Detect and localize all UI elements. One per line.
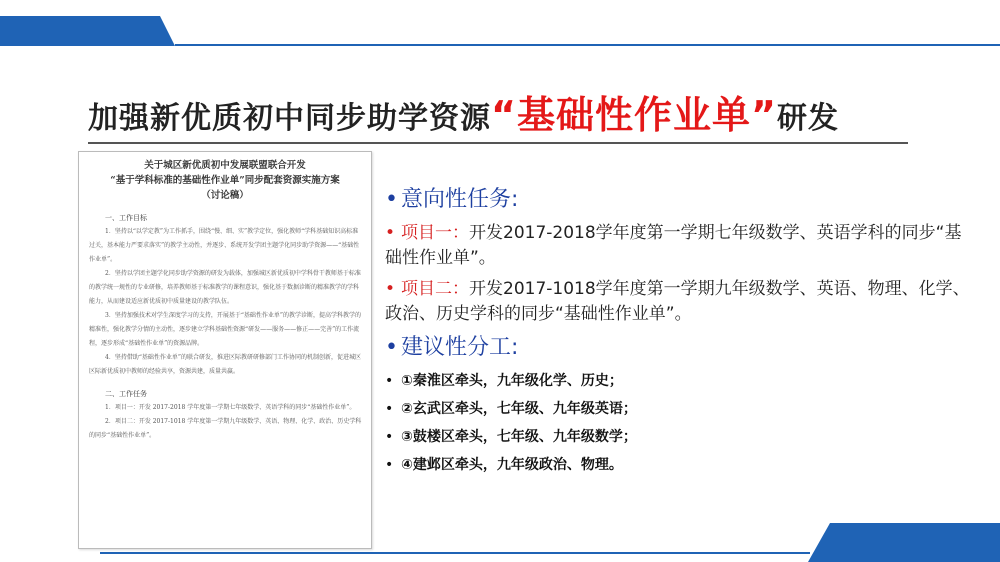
project-2-text: 开发2017-1018学年度第一学期九年级数学、英语、物理、化学、政治、历史学科的同步“基础性作业单”。 bbox=[385, 279, 970, 324]
doc-heading-line-1: 关于城区新优质初中发展联盟联合开发 bbox=[144, 160, 306, 171]
doc-heading bbox=[79, 158, 371, 203]
bottom-corner-band bbox=[808, 523, 1000, 562]
bullet: • bbox=[385, 457, 394, 473]
project-1-label: 项目一： bbox=[401, 223, 469, 243]
intent-heading bbox=[385, 185, 975, 215]
bullet: • bbox=[385, 187, 398, 212]
bullet: • bbox=[385, 401, 394, 417]
doc-paragraph: 1．项目一：开发 2017-2018 学年度第一学期七年级数学、英语学科的同步“基础性作业单”。 bbox=[105, 404, 356, 411]
doc-heading-line-2: “基于学科标准的基础性作业单”同步配套资源实施方案 bbox=[110, 175, 340, 186]
division-item bbox=[385, 455, 975, 475]
division-item-text: ④建邺区牵头，九年级政治、物理。 bbox=[401, 457, 623, 473]
doc-paragraph: 1．坚持以“以学定教”为工作抓手，围绕“慢、细、实”教学定位，强化教师“学科基础知识高标准过关，基本能力严要求落实”的教学主动性，并逐步、系统开发学团主题学化同步助学资源——“基础性作业单”。 bbox=[89, 228, 360, 263]
document-image bbox=[78, 151, 372, 549]
division-item bbox=[385, 371, 975, 391]
project-2 bbox=[385, 277, 975, 327]
doc-paragraph: 4．坚持借助“基础性作业单”的联合研发，推进区际教研研修部门工作协同的机制创新，促进城区区际新优质初中教师的经验共享，资源共建，质量共赢。 bbox=[89, 354, 361, 375]
top-corner-band bbox=[0, 16, 175, 46]
suggest-heading-text: 建议性分工: bbox=[401, 335, 519, 360]
intent-heading-text: 意向性任务: bbox=[401, 187, 519, 212]
title-suffix: 研发 bbox=[776, 101, 839, 136]
bullet: • bbox=[385, 335, 398, 360]
project-2-label: 项目二： bbox=[401, 279, 469, 299]
bottom-divider-line bbox=[100, 552, 810, 554]
bullet: • bbox=[385, 223, 396, 243]
title-highlight: “基础性作业单” bbox=[491, 93, 777, 137]
bullet: • bbox=[385, 373, 394, 389]
bullet: • bbox=[385, 429, 394, 445]
bullet: • bbox=[385, 279, 396, 299]
suggest-heading bbox=[385, 333, 975, 363]
doc-paragraph: 2．坚持以学团主题学化同步助学资源的研发为载体，加强城区新优质初中学科骨干教师基于标准的教学统一规性的专业研修，培养教师基于标准教学的课程意识，强化基于数据诊断的精准教学的学科能力，从而建设适应新优质初中质量建设的教学队伍。 bbox=[89, 270, 361, 305]
title-prefix: 加强新优质初中同步助学资源 bbox=[88, 101, 491, 136]
division-item-text: ①秦淮区牵头，九年级化学、历史； bbox=[401, 373, 623, 389]
doc-heading-line-3: （讨论稿） bbox=[201, 190, 249, 201]
division-item-text: ③鼓楼区牵头，七年级、九年级数学； bbox=[401, 429, 637, 445]
project-1-text: 开发2017-2018学年度第一学期七年级数学、英语学科的同步“基础性作业单”。 bbox=[385, 223, 962, 268]
slide-title bbox=[88, 84, 988, 139]
doc-section-1-title: 一、工作目标 bbox=[105, 214, 147, 222]
division-item-text: ②玄武区牵头，七年级、九年级英语； bbox=[401, 401, 637, 417]
division-item bbox=[385, 427, 975, 447]
doc-paragraph: 2．项目二：开发 2017-1018 学年度第一学期九年级数学、英语、物理、化学、政治、历史学科的同步“基础性作业单”。 bbox=[89, 418, 362, 439]
title-underline bbox=[88, 142, 908, 144]
division-item bbox=[385, 399, 975, 419]
top-divider-line bbox=[175, 44, 1000, 46]
doc-paragraph: 3．坚持加强技术对学生深度学习的支持，开展基于“基础性作业单”的教学诊断，提高学科教学的精准性，强化教学分情的主动性，逐步建立学科基础性资源“研发——服务——修正——完善”的工作流程，逐步形成“基础性作业单”的资源品牌。 bbox=[89, 312, 361, 347]
project-1 bbox=[385, 221, 975, 271]
task-content bbox=[385, 185, 975, 475]
doc-section-2-title: 二、工作任务 bbox=[105, 390, 147, 398]
